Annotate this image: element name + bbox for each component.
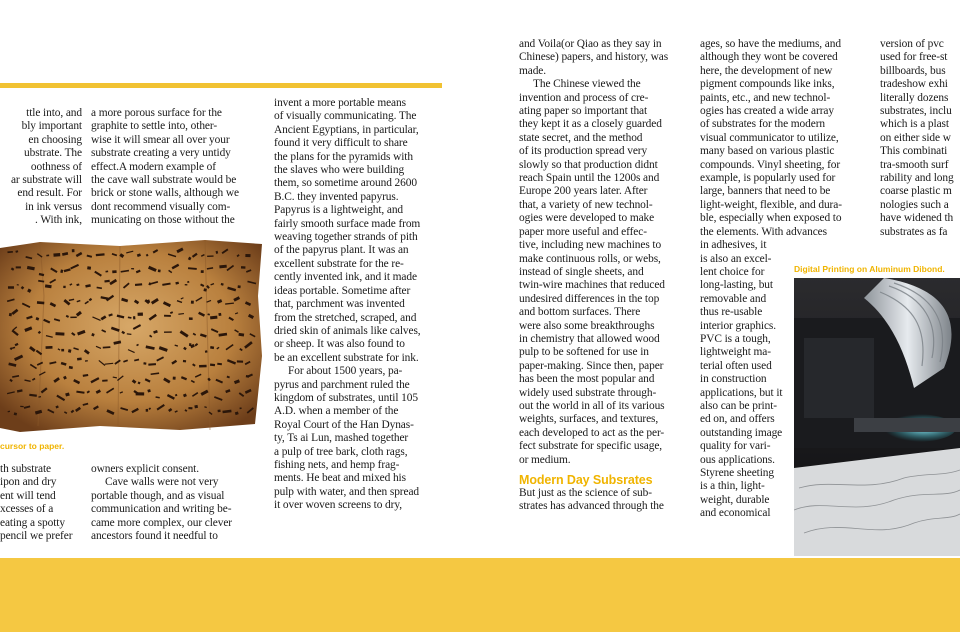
text-line: tra-smooth surf <box>880 158 949 171</box>
text-line: a pulp of tree bark, cloth rags, <box>274 445 408 458</box>
text-line: pulp with water, and then spread <box>274 485 420 498</box>
glyph-stroke <box>8 286 14 289</box>
printer-caption: Digital Printing on Aluminum Dibond. <box>794 264 945 274</box>
text-line: portable though, and as visual <box>91 489 225 502</box>
col2-paragraph <box>91 476 263 543</box>
text-line: each developed to act as the per- <box>519 426 665 439</box>
text-line: and Voila(or Qiao as they say in <box>519 38 662 50</box>
text-line: fishing nets, and hemp frag- <box>274 458 400 471</box>
text-line: outstanding image <box>700 426 783 439</box>
text-line: tradeshow exhi <box>880 78 948 91</box>
glyph-stroke <box>61 349 64 352</box>
text-line: undesired differences in the top <box>519 292 660 305</box>
text-line: dried skin of animals like calves, <box>274 324 421 337</box>
text-line: municating on those without the <box>91 214 235 227</box>
glyph-stroke <box>238 285 241 288</box>
glyph-stroke <box>46 346 53 349</box>
text-line: here, the development of new <box>700 64 833 77</box>
glyph-stroke <box>164 315 171 317</box>
text-line: ubstrate. The <box>24 147 82 160</box>
glyph-stroke <box>207 255 213 257</box>
glyph-stroke <box>63 286 65 288</box>
text-line: the cave wall substrate would be <box>91 174 237 187</box>
text-line: invention and process of cre- <box>519 91 649 104</box>
glyph-stroke <box>245 254 250 257</box>
left-column-2-top <box>91 107 263 228</box>
glyph-stroke <box>185 284 188 285</box>
text-line: widely used substrate through- <box>519 386 657 399</box>
text-line: ous applications. <box>700 453 775 466</box>
text-line: have widened th <box>880 212 954 225</box>
text-line: which is a plast <box>880 118 949 131</box>
text-line: communication and writing be- <box>91 503 232 516</box>
text-line: fect substrate for specific usage, <box>519 440 663 453</box>
glyph-stroke <box>164 331 172 333</box>
text-line: compounds. Vinyl sheeting, for <box>700 158 841 171</box>
text-line: A.D. when a member of the <box>274 405 399 418</box>
text-line: twin-wire machines that reduced <box>519 279 665 292</box>
text-line: Ancient Egyptians, in particular, <box>274 123 419 136</box>
text-line: ating paper so important that <box>519 105 648 118</box>
text-line: has been the most popular and <box>519 373 655 386</box>
text-line: and bottom surfaces. There <box>519 306 641 319</box>
text-line: Royal Court of the Han Dynas- <box>274 418 414 431</box>
glyph-stroke <box>131 268 134 269</box>
glyph-stroke <box>70 316 76 318</box>
printer-photo <box>794 278 960 556</box>
text-line: thus re-usable <box>700 306 763 319</box>
text-line: Chinese) papers, and history, was <box>519 51 669 64</box>
text-line: Cave walls were not very <box>105 476 219 489</box>
text-line: version of pvc <box>880 38 944 50</box>
text-line: ar substrate will <box>10 174 82 187</box>
text-line: ty, Ts ai Lun, mashed together <box>274 432 409 445</box>
text-line: kingdom of substrates, until 105 <box>274 391 418 404</box>
text-line: the elements. With advances <box>700 225 827 238</box>
text-line: Europe 200 years later. After <box>519 185 648 198</box>
glyph-stroke <box>87 266 91 269</box>
text-line: th substrate <box>0 463 51 475</box>
text-line: cently invented ink, and it made <box>274 271 417 284</box>
glyph-stroke <box>189 317 193 320</box>
glyph-stroke <box>102 380 108 382</box>
glyph-stroke <box>218 409 221 412</box>
text-line: brick or stone walls, although we <box>91 187 239 200</box>
text-line: is a thin, light- <box>700 480 765 493</box>
text-line: of substrates for the modern <box>700 118 825 131</box>
text-line: paper-making. Since then, paper <box>519 359 664 372</box>
text-line: Papyrus is a lightweight, and <box>274 204 404 217</box>
glyph-stroke <box>112 270 116 273</box>
text-line: visual communicator to utilize, <box>700 131 839 144</box>
text-line: billboards, bus <box>880 64 946 77</box>
text-line: the slaves who were building <box>274 164 405 177</box>
text-line: Styrene sheeting <box>700 467 775 479</box>
glyph-stroke <box>241 266 246 269</box>
glyph-stroke <box>191 301 194 304</box>
text-line: state secret, and the method <box>519 131 643 144</box>
text-line: coarse plastic m <box>880 185 952 198</box>
text-line: terial often used <box>700 359 772 372</box>
text-line: out the world in all of its various <box>519 399 665 412</box>
glyph-stroke <box>138 313 143 316</box>
text-line: weaving together strands of pith <box>274 231 418 244</box>
text-line: tive, including new machines to <box>519 239 662 252</box>
papyrus-image <box>0 236 262 436</box>
glyph-stroke <box>194 405 198 409</box>
right-column-1 <box>519 38 691 514</box>
text-line: pyrus and parchment ruled the <box>274 378 410 391</box>
glyph-stroke <box>133 316 135 319</box>
glyph-stroke <box>77 357 82 360</box>
text-line: lent choice for <box>700 265 765 278</box>
text-line: ogies has created a wide array <box>700 105 834 118</box>
text-line: For about 1500 years, pa- <box>288 365 403 378</box>
right-column-3 <box>880 38 960 239</box>
text-line: be an excellent substrate for ink. <box>274 351 419 364</box>
papyrus-caption: cursor to paper. <box>0 441 65 451</box>
text-line: nologies such a <box>880 198 949 211</box>
text-line: weight, durable <box>700 493 770 506</box>
left-page <box>0 0 470 560</box>
text-line: strates has advanced through the <box>519 500 664 513</box>
glyph-stroke <box>173 377 176 380</box>
yellow-rule <box>0 83 442 88</box>
glyph-stroke <box>136 392 145 395</box>
text-line: ideas portable. Sometime after <box>274 284 411 297</box>
glyph-stroke <box>237 360 243 362</box>
text-line: graphite to settle into, other- <box>91 120 218 133</box>
text-line: This combinati <box>880 145 948 158</box>
text-line: paints, etc., and new technol- <box>700 91 831 104</box>
glyph-stroke <box>143 362 146 365</box>
gutter <box>470 0 500 560</box>
text-line: were also some breakthroughs <box>519 319 655 332</box>
glyph-stroke <box>146 409 148 412</box>
glyph-stroke <box>16 266 21 268</box>
text-line: dont recommend visually com- <box>91 200 231 213</box>
text-line: that, parchment was invented <box>274 298 405 311</box>
text-line: excellent substrate for the re- <box>274 257 404 270</box>
text-line: applications, but it <box>700 386 783 399</box>
text-line: ent will tend <box>0 489 56 502</box>
glyph-stroke <box>201 270 204 273</box>
glyph-stroke <box>188 407 192 409</box>
text-line: en choosing <box>28 133 82 146</box>
glyph-stroke <box>53 253 60 257</box>
text-line: substrates as fa <box>880 225 948 238</box>
text-line: found it very difficult to share <box>274 137 408 150</box>
text-line: they kept it as a closely guarded <box>519 118 662 131</box>
text-line: eating a spotty <box>0 516 65 529</box>
col2-continuation: owners explicit consent. <box>91 463 199 475</box>
text-line: invent a more portable means <box>274 97 406 109</box>
col3-paragraph-1 <box>274 97 446 365</box>
text-line: large, banners that need to be <box>700 185 831 198</box>
text-line: them, so sometime around 2600 <box>274 177 417 190</box>
glyph-stroke <box>205 350 208 353</box>
text-line: long-lasting, but <box>700 279 773 292</box>
text-line: PVC is a tough, <box>700 332 771 345</box>
text-line: make continuous rolls, or webs, <box>519 252 661 265</box>
text-line: the plans for the pyramids with <box>274 150 413 163</box>
text-line: that, a variety of new technol- <box>519 198 653 211</box>
glyph-stroke <box>105 270 108 272</box>
text-line: xcesses of a <box>0 503 54 516</box>
text-line: paper more useful and effec- <box>519 225 647 238</box>
left-column-3 <box>274 97 446 513</box>
text-line: substrates, inclu <box>880 105 952 118</box>
text-line: end result. For <box>17 187 82 200</box>
text-line: it over woven screens to dry, <box>274 499 402 512</box>
text-line: of visually communicating. The <box>274 110 417 123</box>
text-line: pigment compounds like inks, <box>700 78 835 91</box>
text-line: or sheep. It was also found to <box>274 338 405 351</box>
glyph-stroke <box>20 406 23 408</box>
text-line: B.C. they invented papyrus. <box>274 190 399 203</box>
text-line: in construction <box>700 373 767 386</box>
text-line: or medium. <box>519 453 571 466</box>
text-line: used for free-st <box>880 51 948 64</box>
text-line: ed on, and offers <box>700 413 775 426</box>
text-line: instead of single sheets, and <box>519 265 644 278</box>
text-line: of its production spread very <box>519 145 648 158</box>
text-line: The Chinese viewed the <box>533 78 641 91</box>
text-line: ages, so have the mediums, and <box>700 38 841 50</box>
col3-paragraph-2 <box>274 365 446 512</box>
text-line: of the papyrus plant. It was an <box>274 244 409 257</box>
text-line: wise it will smear all over your <box>91 133 230 146</box>
glyph-stroke <box>218 313 221 316</box>
text-line: a more porous surface for the <box>91 107 222 119</box>
text-line: pencil we prefer <box>0 530 73 543</box>
glyph-stroke <box>55 332 64 335</box>
text-line: literally dozens <box>880 91 949 104</box>
glyph-stroke <box>72 249 75 252</box>
glyph-stroke <box>199 365 207 368</box>
text-line: ipon and dry <box>0 476 57 489</box>
text-line: weights, surfaces, and textures, <box>519 413 659 426</box>
text-line: interior graphics. <box>700 319 777 332</box>
text-line: light-weight, flexible, and dura- <box>700 198 842 211</box>
rcol1-paragraph-2 <box>519 78 691 467</box>
text-line: substrate creating a very untidy <box>91 147 231 160</box>
text-line: ogies were developed to make <box>519 212 655 225</box>
text-line: also can be print- <box>700 399 777 412</box>
text-line: in ink versus <box>25 200 82 213</box>
text-line: lightweight ma- <box>700 346 771 359</box>
left-column-1-bottom <box>0 463 82 543</box>
text-line: But just as the science of sub- <box>519 487 652 499</box>
text-line: quality for vari- <box>700 440 771 453</box>
text-line: made. <box>519 64 547 77</box>
left-column-1-top <box>0 107 82 228</box>
glyph-stroke <box>158 269 161 272</box>
text-line: on either side w <box>880 131 951 144</box>
rcol1-paragraph-3 <box>519 487 691 514</box>
rcol1-paragraph-1 <box>519 38 691 78</box>
text-line: ble, especially when exposed to <box>700 212 842 225</box>
text-line: slowly so that production didnt <box>519 158 658 171</box>
text-line: reach Spain until the 1200s and <box>519 172 660 185</box>
text-line: bly important <box>21 120 82 133</box>
glyph-stroke <box>203 288 206 291</box>
text-line: from the stretched, scraped, and <box>274 311 417 324</box>
text-line: example, is popularly used for <box>700 172 836 185</box>
yellow-footer-band <box>0 558 960 632</box>
text-line: effect.A modern example of <box>91 160 216 173</box>
text-line: and economical <box>700 507 771 520</box>
text-line: fairly smooth surface made from <box>274 217 421 230</box>
glyph-stroke <box>183 360 186 362</box>
text-line: in adhesives, it <box>700 239 767 252</box>
text-line: ttle into, and <box>26 107 82 119</box>
text-line: removable and <box>700 292 767 305</box>
text-line: ancestors found it needful to <box>91 530 218 543</box>
glyph-stroke <box>46 255 49 257</box>
text-line: in chemistry that allowed wood <box>519 332 660 345</box>
text-line: . With ink, <box>35 214 82 227</box>
text-line: ments. He beat and mixed his <box>274 472 406 485</box>
text-line: is also an excel- <box>700 252 772 265</box>
text-line: oothness of <box>30 160 82 173</box>
text-line: pulp to be softened for use in <box>519 346 649 359</box>
text-line: rability and long <box>880 172 954 185</box>
left-column-2-bottom <box>91 463 263 543</box>
text-line: many based on various plastic <box>700 145 835 158</box>
glyph-stroke <box>239 407 241 409</box>
section-subhead: Modern Day Subsrates <box>519 473 653 487</box>
text-line: came more complex, our clever <box>91 516 232 529</box>
text-line: although they wont be covered <box>700 51 838 64</box>
